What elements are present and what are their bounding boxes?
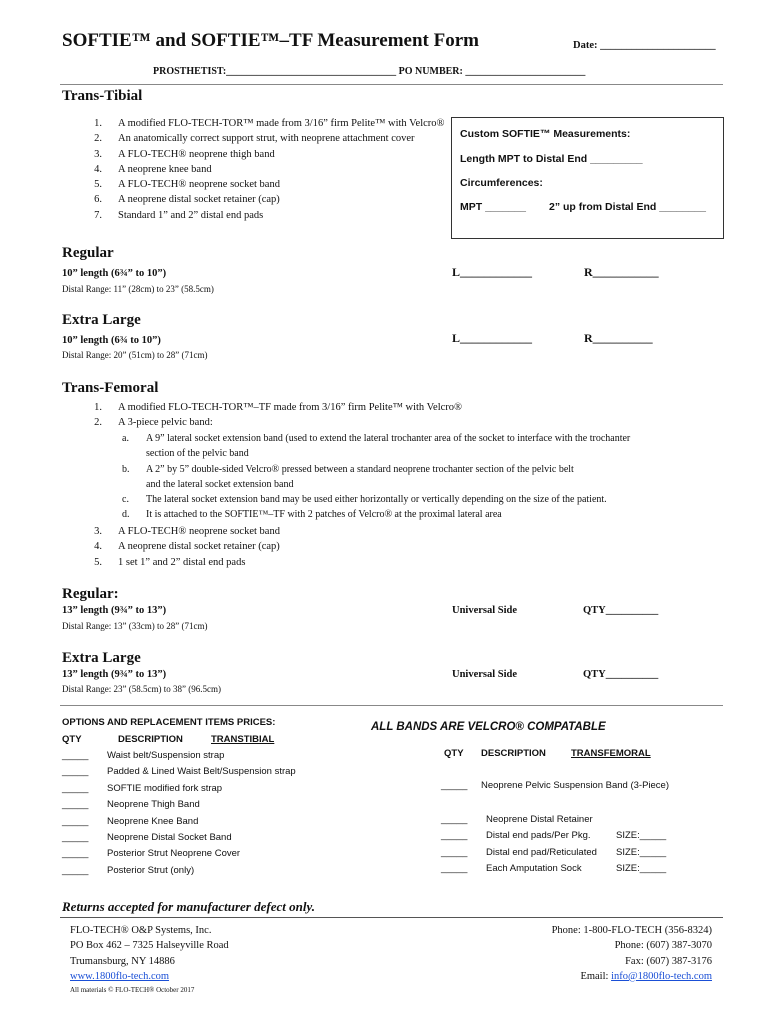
page-title: SOFTIE™ and SOFTIE™–TF Measurement Form: [62, 30, 479, 51]
header-divider: [60, 84, 723, 85]
option-row: _____ Neoprene Distal Socket Band: [62, 830, 296, 846]
circumferences-label: Circumferences:: [460, 177, 543, 189]
option-row: _____ Waist belt/Suspension strap: [62, 748, 296, 764]
tt-xl-heading: Extra Large: [62, 312, 141, 328]
footer-divider: [60, 917, 723, 918]
left-desc-header: DESCRIPTION: [118, 734, 183, 745]
tf-xl-range: Distal Range: 23” (58.5cm) to 38” (96.5cm): [62, 684, 221, 694]
list-item: section of the pelvic band: [146, 448, 249, 460]
tf-regular-qty-field[interactable]: QTY__________: [583, 605, 659, 616]
returns-note: Returns accepted for manufacturer defect only.: [62, 899, 315, 914]
qty-blank[interactable]: _____: [441, 846, 468, 858]
trans-femoral-heading: Trans-Femoral: [62, 380, 159, 396]
option-row: _____ Posterior Strut (only): [62, 863, 296, 879]
size-field[interactable]: SIZE:_____: [616, 830, 667, 842]
tf-xl-length: 13” length (9¾” to 13”): [62, 669, 167, 680]
phone-toll-free: Phone: 1-800-FLO-TECH (356-8324): [551, 925, 712, 936]
copyright: All materials © FLO-TECH® October 2017: [70, 986, 195, 995]
email-label: Email:: [580, 970, 612, 982]
options-divider: [60, 705, 723, 706]
trans-tibial-heading: Trans-Tibial: [62, 88, 143, 104]
list-item: and the lateral socket extension band: [146, 478, 294, 490]
trans-femoral-list-cont: [62, 524, 280, 570]
list-item: 4. A neoprene knee band: [94, 163, 212, 175]
list-item: 2. A 3-piece pelvic band:: [94, 417, 213, 429]
option-row: _____ Neoprene Pelvic Suspension Band (3-Piece): [441, 780, 669, 791]
transfemoral-options-list: [441, 812, 666, 878]
tf-regular-side: Universal Side: [452, 605, 518, 616]
address-line-1: PO Box 462 – 7325 Halseyville Road: [70, 940, 229, 952]
qty-blank[interactable]: _____: [441, 830, 468, 842]
footer-address: [70, 923, 229, 996]
fax: Fax: (607) 387-3176: [625, 955, 712, 967]
tt-xl-right-field[interactable]: R__________: [584, 331, 653, 345]
option-row: _____ Distal end pads/Per Pkg. SIZE:_____: [441, 828, 666, 844]
option-row: _____ Posterior Strut Neoprene Cover: [62, 846, 296, 862]
qty-blank[interactable]: _____: [441, 814, 468, 825]
tf-regular-range: Distal Range: 13” (33cm) to 28” (71cm): [62, 621, 208, 631]
tt-regular-right-field[interactable]: R___________: [584, 265, 659, 279]
list-item: c. The lateral socket extension band may be used either horizontally or vertically depending on the size of the patient.: [122, 494, 607, 506]
qty-blank[interactable]: _____: [62, 848, 89, 860]
tt-xl-range: Distal Range: 20” (51cm) to 28” (71cm): [62, 350, 208, 360]
qty-blank[interactable]: _____: [62, 815, 89, 827]
qty-blank[interactable]: _____: [441, 780, 468, 791]
list-item: 5. A FLO-TECH® neoprene socket band: [94, 179, 280, 191]
list-item: 1. A modified FLO-TECH-TOR™ made from 3/16” firm Pelite™ with Velcro®: [94, 118, 445, 129]
phone-local: Phone: (607) 387-3070: [614, 940, 712, 952]
list-item: 3. A FLO-TECH® neoprene thigh band: [94, 148, 275, 160]
list-item: 6. A neoprene distal socket retainer (cap): [94, 194, 280, 206]
email-link[interactable]: info@1800flo-tech.com: [611, 970, 712, 982]
option-row: _____ Each Amputation Sock SIZE:_____: [441, 861, 666, 877]
tf-xl-side: Universal Side: [452, 669, 518, 680]
list-item: 3. A FLO-TECH® neoprene socket band: [94, 526, 280, 537]
tf-xl-qty-field[interactable]: QTY__________: [583, 669, 659, 680]
qty-blank[interactable]: _____: [441, 863, 468, 875]
prosthetist-po-field[interactable]: PROSTHETIST:__________________________________ PO NUMBER: ________________________: [153, 66, 586, 77]
tt-regular-left-field[interactable]: L____________: [452, 265, 533, 279]
left-qty-header: QTY: [62, 734, 82, 745]
footer-contact: [552, 923, 712, 984]
transtibial-options-list: [62, 748, 296, 879]
tf-xl-heading: Extra Large: [62, 650, 141, 666]
qty-blank[interactable]: _____: [62, 864, 89, 876]
trans-femoral-list: [62, 400, 462, 431]
qty-blank[interactable]: _____: [62, 766, 89, 778]
option-row: _____ Neoprene Thigh Band: [62, 797, 296, 813]
tt-regular-heading: Regular: [62, 245, 114, 261]
list-item: 5. 1 set 1” and 2” distal end pads: [94, 556, 246, 568]
qty-blank[interactable]: _____: [62, 832, 89, 844]
distal-end-field[interactable]: 2” up from Distal End ________: [549, 201, 706, 213]
list-item: d. It is attached to the SOFTIE™–TF with 2 patches of Velcro® at the proximal lateral area: [122, 509, 502, 521]
tf-regular-length: 13” length (9¾” to 13”): [62, 605, 167, 616]
date-field[interactable]: Date: ______________________: [573, 40, 716, 51]
custom-measurements-box: [451, 117, 724, 239]
list-item: b. A 2” by 5” double-sided Velcro® pressed between a standard neoprene trochanter section of the pelvic belt: [122, 463, 574, 475]
velcro-note: ALL BANDS ARE VELCRO® COMPATABLE: [371, 721, 606, 733]
option-row: _____ Neoprene Knee Band: [62, 814, 296, 830]
qty-blank[interactable]: _____: [62, 782, 89, 794]
option-row: _____ Padded & Lined Waist Belt/Suspension strap: [62, 764, 296, 780]
size-field[interactable]: SIZE:_____: [616, 863, 667, 875]
qty-blank[interactable]: _____: [62, 799, 89, 811]
list-item: 4. A neoprene distal socket retainer (cap): [94, 541, 280, 553]
mpt-field[interactable]: MPT _______: [460, 201, 526, 213]
list-item: a. A 9” lateral socket extension band (used to extend the lateral trochanter area of the socket to interface with the trochanter: [122, 433, 631, 444]
qty-blank[interactable]: _____: [62, 750, 89, 761]
list-item: 7. Standard 1” and 2” distal end pads: [94, 209, 264, 221]
left-type-header: TRANSTIBIAL: [211, 734, 275, 745]
length-mpt-field[interactable]: Length MPT to Distal End _________: [460, 153, 643, 165]
option-row: _____ Distal end pad/Reticulated SIZE:_____: [441, 845, 666, 861]
list-item: 1. A modified FLO-TECH-TOR™–TF made from 3/16” firm Pelite™ with Velcro®: [94, 402, 462, 413]
company-name: FLO-TECH® O&P Systems, Inc.: [70, 925, 212, 936]
pelvic-band-sublist: [122, 431, 722, 523]
tt-regular-range: Distal Range: 11” (28cm) to 23” (58.5cm): [62, 284, 214, 294]
tt-xl-length: 10” length (6¾ to 10”): [62, 335, 161, 346]
trans-tibial-list: [62, 116, 445, 223]
option-row: _____ Neoprene Distal Retainer: [441, 812, 666, 828]
custom-measurements-title: Custom SOFTIE™ Measurements:: [460, 128, 631, 140]
option-row: _____ SOFTIE modified fork strap: [62, 781, 296, 797]
right-qty-header: QTY: [444, 748, 464, 759]
size-field[interactable]: SIZE:_____: [616, 846, 667, 858]
tt-xl-left-field[interactable]: L____________: [452, 331, 533, 345]
right-desc-header: DESCRIPTION: [481, 748, 546, 759]
tt-regular-length: 10” length (6¾” to 10”): [62, 268, 167, 279]
address-line-2: Trumansburg, NY 14886: [70, 955, 175, 967]
right-type-header: TRANSFEMORAL: [571, 748, 651, 759]
website-link[interactable]: www.1800flo-tech.com: [70, 970, 170, 982]
list-item: 2. An anatomically correct support strut, with neoprene attachment cover: [94, 133, 415, 145]
options-title: OPTIONS AND REPLACEMENT ITEMS PRICES:: [62, 717, 276, 728]
tf-regular-heading: Regular:: [62, 586, 119, 602]
